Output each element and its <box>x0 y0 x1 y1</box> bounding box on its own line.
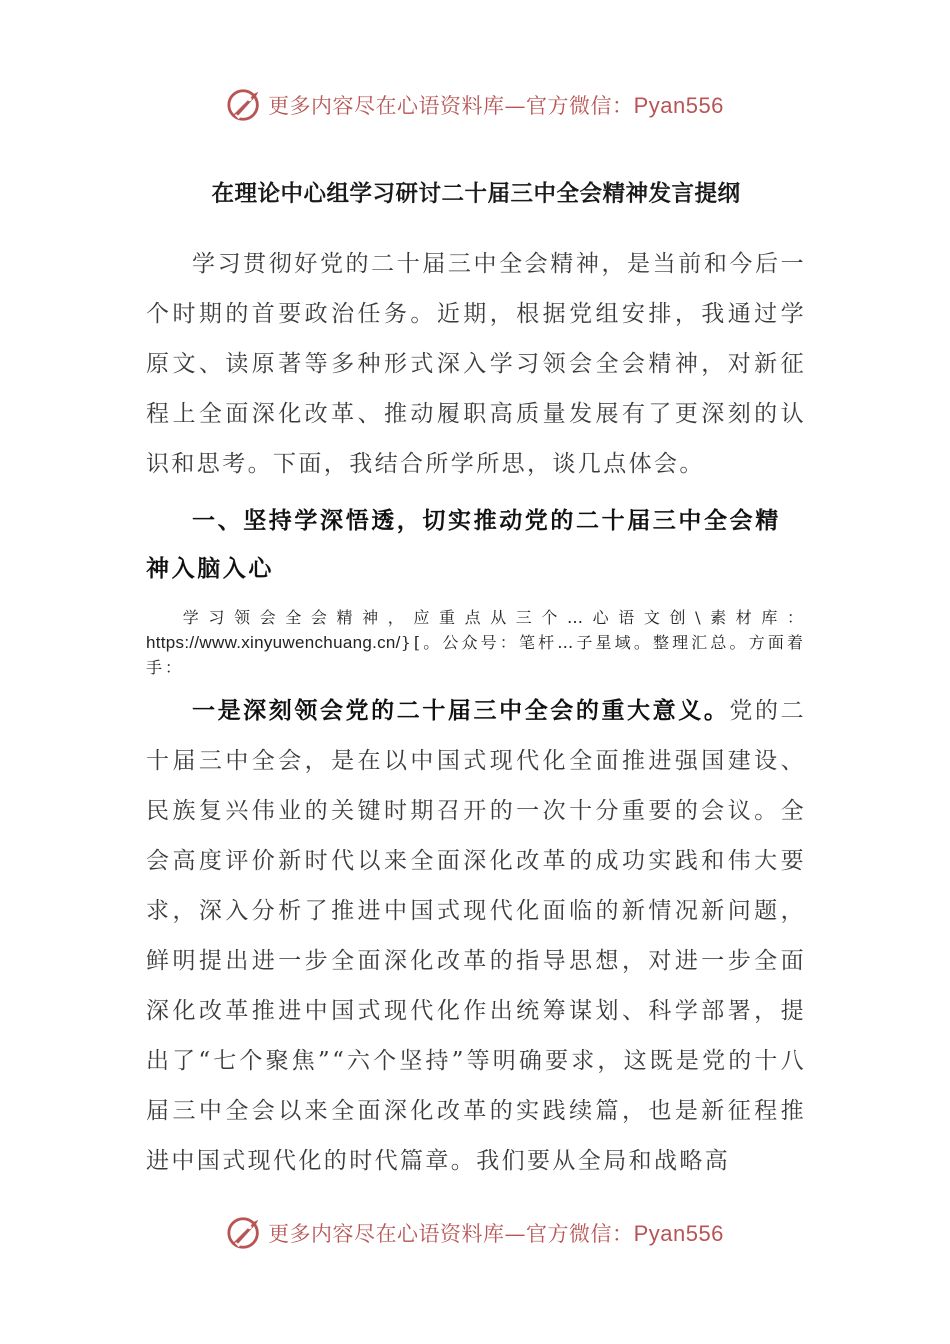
document-title: 在理论中心组学习研讨二十届三中全会精神发言提纲 <box>211 181 741 207</box>
header-banner <box>0 82 950 128</box>
source-note-prefix: 学习领会全会精神，应重点从三个…心语文创\素材库： <box>182 608 806 627</box>
header-banner-text: 更多内容尽在心语资料库—官方微信：Pyan556 <box>268 93 724 118</box>
section-1-heading: 一、坚持学深悟透，切实推动党的二十届三中全会精神入脑入心 <box>146 508 781 582</box>
point-1-paragraph <box>146 686 806 1186</box>
footer-banner-text: 更多内容尽在心语资料库—官方微信：Pyan556 <box>268 1221 724 1246</box>
point-1-body: 党的二十届三中全会，是在以中国式现代化全面推进强国建设、民族复兴伟业的关键时期召开的一次十分重要的会议。全会高度评价新时代以来全面深化改革的成功实践和伟大要求，深入分析了推进中国式现代化面临的新情况新问题，鲜明提出进一步全面深化改革的指导思想，对进一步全面深化改革推进中国式现代化作出统筹谋划、科学部署，提出了“七个聚焦”“六个坚持”等明确要求，这既是党的十八届三中全会以来全面深化改革的实践续篇，也是新征程推进中国式现代化的时代篇章。我们要从全局和战略高 <box>146 698 807 1174</box>
pen-quill-logo-icon <box>226 86 264 124</box>
source-note <box>146 605 806 680</box>
point-1-lead: 一是深刻领会党的二十届三中全会的重大意义。 <box>192 698 730 724</box>
document-body <box>146 172 806 1186</box>
header-banner-wechat-id: Pyan556 <box>633 93 724 118</box>
footer-banner-wechat-id: Pyan556 <box>633 1221 724 1246</box>
source-note-suffix: }[。公众号：笔杆…子星域。整理汇总。方面着手： <box>146 633 806 677</box>
source-note-url: https://www.xinyuwenchuang.cn/ <box>146 633 401 652</box>
footer-banner <box>0 1210 950 1256</box>
pen-quill-logo-icon <box>226 1214 264 1252</box>
intro-paragraph: 学习贯彻好党的二十届三中全会精神，是当前和今后一个时期的首要政治任务。近期，根据党组安排，我通过学原文、读原著等多种形式深入学习领会全会精神，对新征程上全面深化改革、推动履职高质量发展有了更深刻的认识和思考。下面，我结合所学所思，谈几点体会。 <box>146 251 806 477</box>
